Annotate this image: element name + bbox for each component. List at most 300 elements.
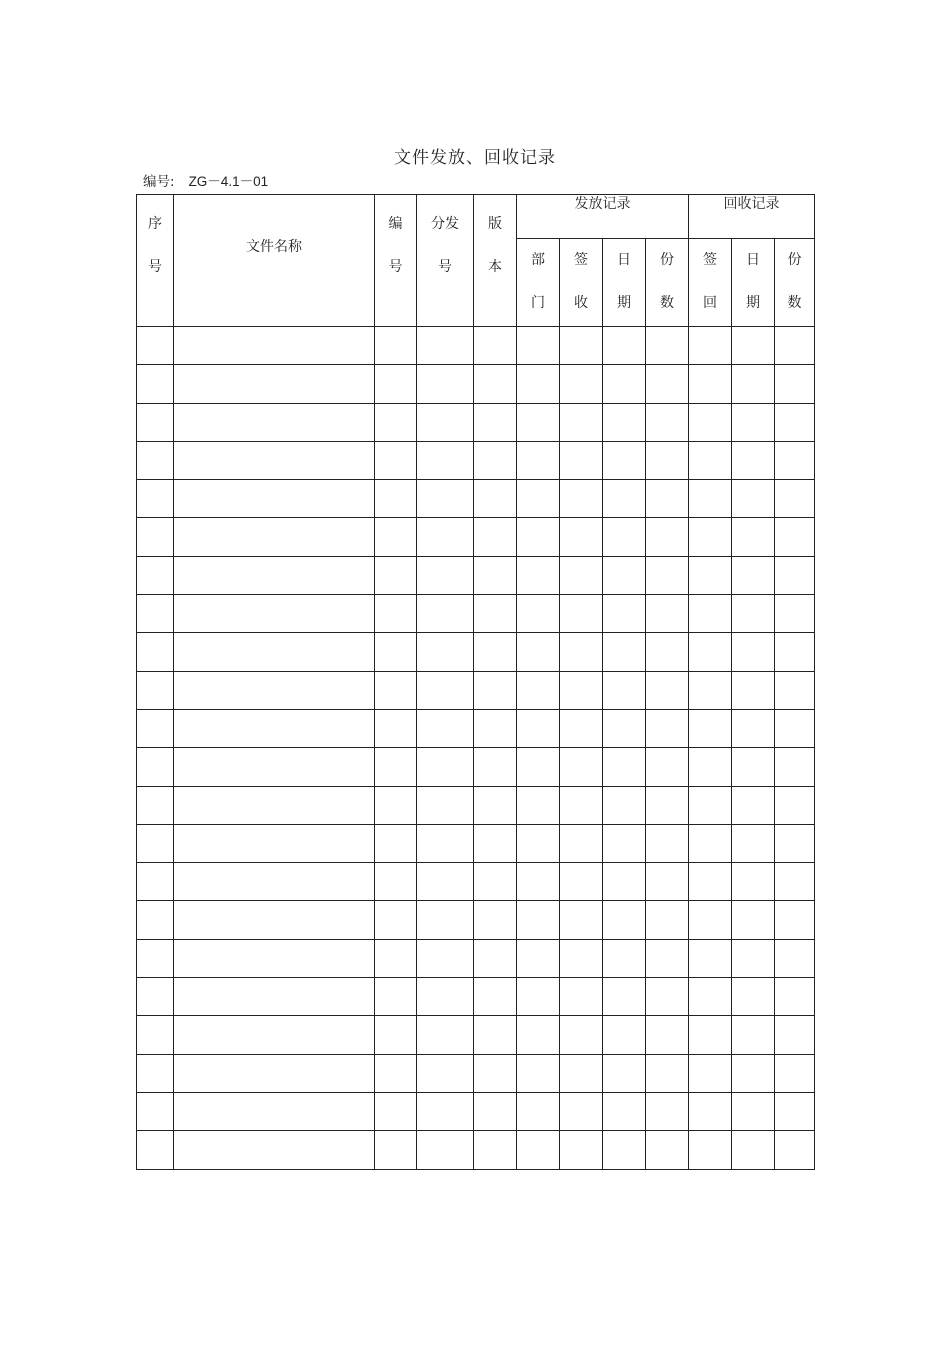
table-cell[interactable] xyxy=(689,556,732,594)
table-cell[interactable] xyxy=(560,786,603,824)
table-cell[interactable] xyxy=(375,978,417,1016)
table-cell[interactable] xyxy=(775,709,815,747)
table-cell[interactable] xyxy=(474,480,517,518)
table-cell[interactable] xyxy=(375,441,417,479)
table-cell[interactable] xyxy=(474,595,517,633)
table-cell[interactable] xyxy=(646,633,689,671)
table-cell[interactable] xyxy=(775,939,815,977)
table-cell[interactable] xyxy=(603,403,646,441)
table-cell[interactable] xyxy=(646,824,689,862)
table-cell[interactable] xyxy=(517,1054,560,1092)
table-cell[interactable] xyxy=(775,327,815,365)
table-cell[interactable] xyxy=(603,863,646,901)
table-cell[interactable] xyxy=(417,327,474,365)
table-row xyxy=(137,403,815,441)
table-cell[interactable] xyxy=(137,403,174,441)
table-cell[interactable] xyxy=(375,671,417,709)
table-cell[interactable] xyxy=(517,863,560,901)
header-issue-group: 发放记录 xyxy=(517,195,689,239)
table-cell[interactable] xyxy=(517,824,560,862)
table-cell[interactable] xyxy=(732,863,775,901)
table-cell[interactable] xyxy=(517,1131,560,1169)
table-cell[interactable] xyxy=(689,633,732,671)
table-cell[interactable] xyxy=(474,327,517,365)
table-cell[interactable] xyxy=(775,480,815,518)
table-cell[interactable] xyxy=(603,1054,646,1092)
table-cell[interactable] xyxy=(689,863,732,901)
table-cell[interactable] xyxy=(603,595,646,633)
table-row xyxy=(137,671,815,709)
header-issue-sign: 签 收 xyxy=(560,239,603,327)
table-cell[interactable] xyxy=(603,327,646,365)
table-cell[interactable] xyxy=(137,978,174,1016)
table-cell[interactable] xyxy=(560,327,603,365)
table-cell[interactable] xyxy=(375,480,417,518)
table-cell[interactable] xyxy=(775,633,815,671)
table-cell[interactable] xyxy=(137,748,174,786)
table-cell[interactable] xyxy=(417,978,474,1016)
table-cell[interactable] xyxy=(417,1092,474,1130)
table-cell[interactable] xyxy=(646,1016,689,1054)
table-cell[interactable] xyxy=(174,365,375,403)
table-cell[interactable] xyxy=(375,518,417,556)
table-cell[interactable] xyxy=(474,824,517,862)
table-cell[interactable] xyxy=(732,786,775,824)
table-cell[interactable] xyxy=(775,824,815,862)
header-version: 版 本 xyxy=(474,195,517,327)
table-cell[interactable] xyxy=(775,556,815,594)
table-cell[interactable] xyxy=(417,671,474,709)
table-cell[interactable] xyxy=(560,1092,603,1130)
document-code-label: 编号: xyxy=(143,174,175,190)
table-cell[interactable] xyxy=(689,1054,732,1092)
table-cell[interactable] xyxy=(689,786,732,824)
table-row xyxy=(137,327,815,365)
table-cell[interactable] xyxy=(417,786,474,824)
table-cell[interactable] xyxy=(689,824,732,862)
table-cell[interactable] xyxy=(603,480,646,518)
table-cell[interactable] xyxy=(174,939,375,977)
table-cell[interactable] xyxy=(375,1054,417,1092)
table-cell[interactable] xyxy=(775,863,815,901)
table-cell[interactable] xyxy=(517,556,560,594)
table-cell[interactable] xyxy=(646,748,689,786)
table-cell[interactable] xyxy=(689,518,732,556)
table-cell[interactable] xyxy=(137,863,174,901)
header-file-name: 文件名称 xyxy=(174,195,375,327)
record-table xyxy=(136,194,815,1170)
table-cell[interactable] xyxy=(732,824,775,862)
table-cell[interactable] xyxy=(174,441,375,479)
table-cell[interactable] xyxy=(732,978,775,1016)
table-cell[interactable] xyxy=(689,709,732,747)
table-row xyxy=(137,786,815,824)
table-cell[interactable] xyxy=(560,556,603,594)
table-cell[interactable] xyxy=(137,1131,174,1169)
table-cell[interactable] xyxy=(375,1092,417,1130)
table-cell[interactable] xyxy=(560,978,603,1016)
table-cell[interactable] xyxy=(560,595,603,633)
header-number: 编 号 xyxy=(375,195,417,327)
table-cell[interactable] xyxy=(517,1092,560,1130)
table-cell[interactable] xyxy=(689,939,732,977)
table-cell[interactable] xyxy=(375,556,417,594)
table-cell[interactable] xyxy=(517,518,560,556)
table-row xyxy=(137,939,815,977)
table-cell[interactable] xyxy=(137,1016,174,1054)
table-cell[interactable] xyxy=(417,365,474,403)
table-cell[interactable] xyxy=(375,709,417,747)
table-cell[interactable] xyxy=(775,595,815,633)
table-cell[interactable] xyxy=(560,1131,603,1169)
table-cell[interactable] xyxy=(732,633,775,671)
table-cell[interactable] xyxy=(417,748,474,786)
table-cell[interactable] xyxy=(775,786,815,824)
table-cell[interactable] xyxy=(732,671,775,709)
table-cell[interactable] xyxy=(474,365,517,403)
table-cell[interactable] xyxy=(474,978,517,1016)
table-cell[interactable] xyxy=(560,863,603,901)
table-cell[interactable] xyxy=(137,1092,174,1130)
table-cell[interactable] xyxy=(375,327,417,365)
table-row xyxy=(137,863,815,901)
table-cell[interactable] xyxy=(417,518,474,556)
table-cell[interactable] xyxy=(646,327,689,365)
table-cell[interactable] xyxy=(517,365,560,403)
table-cell[interactable] xyxy=(474,1092,517,1130)
table-cell[interactable] xyxy=(775,365,815,403)
table-cell[interactable] xyxy=(137,901,174,939)
table-cell[interactable] xyxy=(775,1092,815,1130)
table-cell[interactable] xyxy=(375,365,417,403)
table-row xyxy=(137,748,815,786)
table-cell[interactable] xyxy=(603,978,646,1016)
table-cell[interactable] xyxy=(137,1054,174,1092)
table-cell[interactable] xyxy=(603,441,646,479)
table-cell[interactable] xyxy=(417,901,474,939)
table-cell[interactable] xyxy=(474,1054,517,1092)
table-cell[interactable] xyxy=(732,939,775,977)
header-dist-no: 分发 号 xyxy=(417,195,474,327)
table-row xyxy=(137,1054,815,1092)
table-cell[interactable] xyxy=(775,978,815,1016)
table-cell[interactable] xyxy=(375,633,417,671)
table-cell[interactable] xyxy=(517,480,560,518)
table-cell[interactable] xyxy=(517,671,560,709)
table-cell[interactable] xyxy=(775,671,815,709)
table-cell[interactable] xyxy=(417,480,474,518)
table-cell[interactable] xyxy=(375,786,417,824)
header-seq: 序 号 xyxy=(137,195,174,327)
table-cell[interactable] xyxy=(603,1092,646,1130)
table-cell[interactable] xyxy=(560,709,603,747)
table-cell[interactable] xyxy=(646,901,689,939)
table-cell[interactable] xyxy=(474,403,517,441)
table-cell[interactable] xyxy=(603,518,646,556)
table-cell[interactable] xyxy=(732,748,775,786)
table-cell[interactable] xyxy=(646,518,689,556)
table-cell[interactable] xyxy=(174,595,375,633)
table-cell[interactable] xyxy=(732,403,775,441)
table-cell[interactable] xyxy=(137,480,174,518)
table-cell[interactable] xyxy=(375,1131,417,1169)
table-cell[interactable] xyxy=(689,1131,732,1169)
table-row xyxy=(137,1016,815,1054)
table-cell[interactable] xyxy=(646,671,689,709)
table-cell[interactable] xyxy=(775,1016,815,1054)
table-cell[interactable] xyxy=(375,748,417,786)
table-row xyxy=(137,518,815,556)
table-cell[interactable] xyxy=(474,1016,517,1054)
table-cell[interactable] xyxy=(560,480,603,518)
header-return-date: 日 期 xyxy=(732,239,775,327)
table-cell[interactable] xyxy=(560,633,603,671)
table-cell[interactable] xyxy=(375,939,417,977)
table-cell[interactable] xyxy=(137,786,174,824)
table-cell[interactable] xyxy=(417,709,474,747)
table-cell[interactable] xyxy=(560,403,603,441)
table-cell[interactable] xyxy=(417,863,474,901)
table-cell[interactable] xyxy=(689,365,732,403)
table-cell[interactable] xyxy=(732,518,775,556)
table-cell[interactable] xyxy=(137,556,174,594)
table-cell[interactable] xyxy=(174,1092,375,1130)
table-cell[interactable] xyxy=(732,1092,775,1130)
table-cell[interactable] xyxy=(560,671,603,709)
table-cell[interactable] xyxy=(137,633,174,671)
table-body xyxy=(137,327,815,1170)
table-cell[interactable] xyxy=(560,901,603,939)
table-cell[interactable] xyxy=(646,709,689,747)
table-cell[interactable] xyxy=(603,1016,646,1054)
header-return-copies: 份 数 xyxy=(775,239,815,327)
table-cell[interactable] xyxy=(517,595,560,633)
table-cell[interactable] xyxy=(560,518,603,556)
table-cell[interactable] xyxy=(775,518,815,556)
table-cell[interactable] xyxy=(775,1054,815,1092)
table-cell[interactable] xyxy=(560,365,603,403)
table-cell[interactable] xyxy=(689,327,732,365)
table-cell[interactable] xyxy=(137,939,174,977)
table-cell[interactable] xyxy=(375,595,417,633)
table-cell[interactable] xyxy=(375,863,417,901)
table-cell[interactable] xyxy=(474,901,517,939)
table-cell[interactable] xyxy=(603,556,646,594)
table-cell[interactable] xyxy=(417,403,474,441)
table-cell[interactable] xyxy=(474,748,517,786)
table-cell[interactable] xyxy=(689,595,732,633)
table-cell[interactable] xyxy=(775,403,815,441)
table-cell[interactable] xyxy=(646,863,689,901)
table-row xyxy=(137,709,815,747)
table-row xyxy=(137,556,815,594)
table-cell[interactable] xyxy=(732,595,775,633)
table-cell[interactable] xyxy=(474,671,517,709)
table-cell[interactable] xyxy=(732,480,775,518)
table-cell[interactable] xyxy=(474,1131,517,1169)
table-cell[interactable] xyxy=(517,709,560,747)
table-cell[interactable] xyxy=(603,365,646,403)
table-cell[interactable] xyxy=(775,748,815,786)
table-cell[interactable] xyxy=(417,556,474,594)
table-cell[interactable] xyxy=(603,939,646,977)
table-cell[interactable] xyxy=(174,671,375,709)
table-row xyxy=(137,441,815,479)
table-cell[interactable] xyxy=(474,518,517,556)
table-cell[interactable] xyxy=(375,824,417,862)
table-cell[interactable] xyxy=(603,633,646,671)
header-return-group: 回收记录 xyxy=(689,195,815,239)
table-cell[interactable] xyxy=(775,441,815,479)
table-cell[interactable] xyxy=(375,403,417,441)
table-cell[interactable] xyxy=(417,1016,474,1054)
table-cell[interactable] xyxy=(174,1054,375,1092)
table-cell[interactable] xyxy=(174,327,375,365)
table-cell[interactable] xyxy=(603,824,646,862)
table-cell[interactable] xyxy=(474,709,517,747)
document-code-value: ZG－4.1－01 xyxy=(188,174,269,189)
table-cell[interactable] xyxy=(137,365,174,403)
table-cell[interactable] xyxy=(732,901,775,939)
table-cell[interactable] xyxy=(646,1092,689,1130)
table-cell[interactable] xyxy=(174,556,375,594)
table-cell[interactable] xyxy=(137,327,174,365)
table-cell[interactable] xyxy=(689,1016,732,1054)
table-cell[interactable] xyxy=(174,518,375,556)
table-cell[interactable] xyxy=(517,441,560,479)
table-cell[interactable] xyxy=(474,556,517,594)
table-row xyxy=(137,901,815,939)
table-cell[interactable] xyxy=(560,441,603,479)
table-row xyxy=(137,365,815,403)
table-cell[interactable] xyxy=(775,901,815,939)
table-cell[interactable] xyxy=(417,633,474,671)
table-cell[interactable] xyxy=(689,671,732,709)
table-cell[interactable] xyxy=(732,1131,775,1169)
document-title: 文件发放、回收记录 xyxy=(394,148,556,168)
table-cell[interactable] xyxy=(174,863,375,901)
table-cell[interactable] xyxy=(646,403,689,441)
table-cell[interactable] xyxy=(174,901,375,939)
table-cell[interactable] xyxy=(137,518,174,556)
table-cell[interactable] xyxy=(560,1016,603,1054)
table-cell[interactable] xyxy=(646,595,689,633)
table-cell[interactable] xyxy=(603,709,646,747)
table-cell[interactable] xyxy=(517,978,560,1016)
table-cell[interactable] xyxy=(174,748,375,786)
table-cell[interactable] xyxy=(732,365,775,403)
table-cell[interactable] xyxy=(560,824,603,862)
table-cell[interactable] xyxy=(689,748,732,786)
table-cell[interactable] xyxy=(474,441,517,479)
table-cell[interactable] xyxy=(417,1131,474,1169)
table-cell[interactable] xyxy=(646,1131,689,1169)
table-cell[interactable] xyxy=(646,480,689,518)
table-cell[interactable] xyxy=(732,709,775,747)
table-cell[interactable] xyxy=(689,1092,732,1130)
table-cell[interactable] xyxy=(646,441,689,479)
header-issue-date: 日 期 xyxy=(603,239,646,327)
table-cell[interactable] xyxy=(603,1131,646,1169)
table-cell[interactable] xyxy=(603,786,646,824)
table-cell[interactable] xyxy=(174,480,375,518)
table-cell[interactable] xyxy=(137,441,174,479)
table-row xyxy=(137,633,815,671)
table-cell[interactable] xyxy=(689,441,732,479)
table-cell[interactable] xyxy=(603,901,646,939)
table-cell[interactable] xyxy=(375,901,417,939)
table-cell[interactable] xyxy=(732,441,775,479)
table-cell[interactable] xyxy=(560,748,603,786)
table-cell[interactable] xyxy=(174,1016,375,1054)
table-cell[interactable] xyxy=(174,824,375,862)
table-cell[interactable] xyxy=(417,595,474,633)
table-cell[interactable] xyxy=(560,939,603,977)
table-cell[interactable] xyxy=(646,786,689,824)
table-cell[interactable] xyxy=(174,978,375,1016)
table-cell[interactable] xyxy=(174,1131,375,1169)
table-cell[interactable] xyxy=(174,403,375,441)
table-cell[interactable] xyxy=(517,327,560,365)
table-cell[interactable] xyxy=(732,327,775,365)
table-cell[interactable] xyxy=(689,403,732,441)
table-cell[interactable] xyxy=(417,939,474,977)
table-cell[interactable] xyxy=(474,786,517,824)
table-cell[interactable] xyxy=(174,709,375,747)
table-cell[interactable] xyxy=(646,556,689,594)
table-cell[interactable] xyxy=(517,633,560,671)
table-cell[interactable] xyxy=(137,709,174,747)
table-cell[interactable] xyxy=(732,556,775,594)
table-cell[interactable] xyxy=(732,1054,775,1092)
table-row xyxy=(137,480,815,518)
table-cell[interactable] xyxy=(732,1016,775,1054)
table-cell[interactable] xyxy=(417,824,474,862)
table-cell[interactable] xyxy=(375,1016,417,1054)
table-cell[interactable] xyxy=(517,786,560,824)
table-cell[interactable] xyxy=(646,1054,689,1092)
table-cell[interactable] xyxy=(474,863,517,901)
table-cell[interactable] xyxy=(646,978,689,1016)
table-cell[interactable] xyxy=(646,365,689,403)
table-cell[interactable] xyxy=(137,824,174,862)
table-row xyxy=(137,595,815,633)
table-cell[interactable] xyxy=(517,901,560,939)
table-cell[interactable] xyxy=(603,748,646,786)
table-cell[interactable] xyxy=(517,1016,560,1054)
table-cell[interactable] xyxy=(474,633,517,671)
table-cell[interactable] xyxy=(174,786,375,824)
table-cell[interactable] xyxy=(137,671,174,709)
table-cell[interactable] xyxy=(174,633,375,671)
table-cell[interactable] xyxy=(474,939,517,977)
table-cell[interactable] xyxy=(603,671,646,709)
table-row xyxy=(137,1092,815,1130)
table-cell[interactable] xyxy=(775,1131,815,1169)
table-cell[interactable] xyxy=(560,1054,603,1092)
document-code xyxy=(143,170,268,190)
table-cell[interactable] xyxy=(417,441,474,479)
table-cell[interactable] xyxy=(517,403,560,441)
table-cell[interactable] xyxy=(689,901,732,939)
table-cell[interactable] xyxy=(646,939,689,977)
table-cell[interactable] xyxy=(417,1054,474,1092)
table-cell[interactable] xyxy=(137,595,174,633)
table-cell[interactable] xyxy=(689,480,732,518)
table-cell[interactable] xyxy=(517,748,560,786)
table-cell[interactable] xyxy=(689,978,732,1016)
table-cell[interactable] xyxy=(517,939,560,977)
